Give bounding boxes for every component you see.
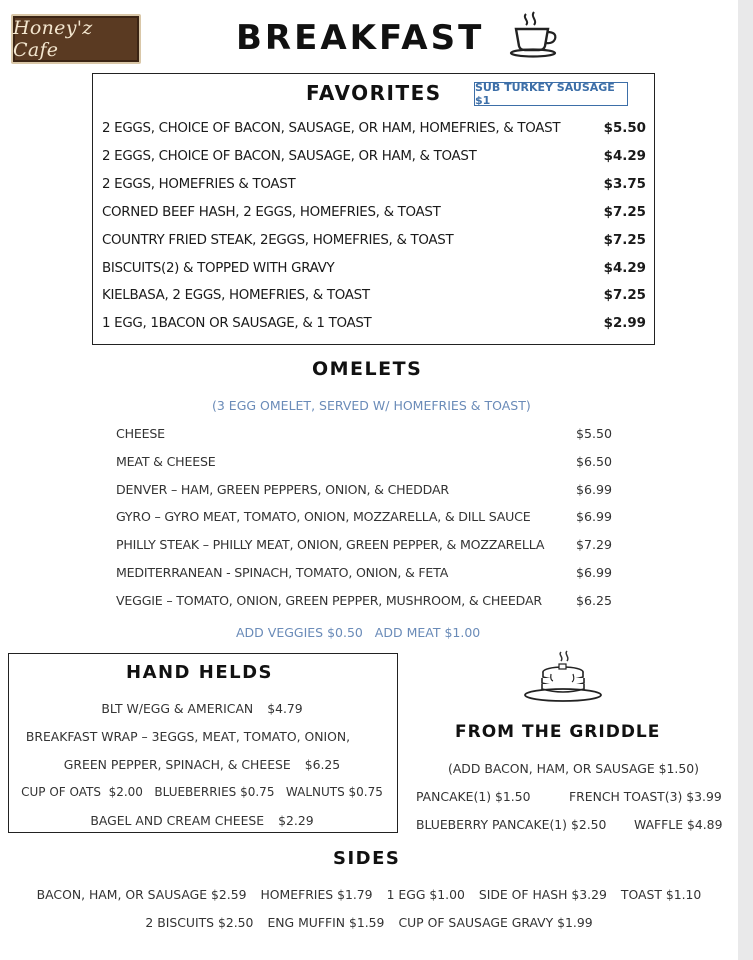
favorites-item: [102, 316, 646, 336]
item-price: $5.50: [576, 426, 613, 441]
item-price: $6.99: [576, 565, 613, 580]
favorites-item: [102, 233, 646, 253]
hand-helds-heading: HAND HELDS: [126, 662, 274, 683]
griddle-note: (ADD BACON, HAM, OR SAUSAGE $1.50): [448, 761, 699, 776]
griddle-item: PANCAKE(1) $1.50: [416, 789, 531, 804]
coffee-cup-icon: [508, 10, 562, 58]
item-price: $7.29: [576, 537, 613, 552]
item-name: CHEESE: [116, 426, 165, 441]
omelet-item: [116, 565, 612, 585]
favorites-item: [102, 261, 646, 281]
logo-text: Honey'z Cafe: [13, 17, 93, 61]
favorites-item: [102, 205, 646, 225]
item-name: GYRO – GYRO MEAT, TOMATO, ONION, MOZZARELLA, & DILL SAUCE: [116, 509, 531, 524]
side-item: 2 BISCUITS $2.50: [145, 915, 254, 930]
item-name: GREEN PEPPER, SPINACH, & CHEESE: [63, 757, 291, 772]
side-item: ENG MUFFIN $1.59: [267, 915, 385, 930]
favorites-item: [102, 288, 646, 308]
pancake-stack-icon: [523, 650, 603, 712]
item-name: CORNED BEEF HASH, 2 EGGS, HOMEFRIES, & TOAST: [102, 205, 441, 220]
item-name: 2 EGGS, CHOICE OF BACON, SAUSAGE, OR HAM, & TOAST: [102, 149, 477, 164]
item-name: DENVER – HAM, GREEN PEPPERS, ONION, & CHEDDAR: [116, 482, 449, 497]
item-price: $5.50: [603, 121, 646, 136]
sides-line-1: [0, 887, 738, 902]
sides-heading: SIDES: [333, 848, 401, 869]
item-price: $4.29: [603, 149, 646, 164]
side-item: HOMEFRIES $1.79: [260, 887, 373, 902]
omelet-item: [116, 426, 612, 446]
omelet-item: [116, 593, 612, 613]
hand-held-item: BREAKFAST WRAP – 3EGGS, MEAT, TOMATO, ONION,: [25, 729, 351, 744]
item-name: VEGGIE – TOMATO, ONION, GREEN PEPPER, MUSHROOM, & CHEEDAR: [116, 593, 542, 608]
side-item: 1 EGG $1.00: [386, 887, 465, 902]
griddle-item: WAFFLE $4.89: [634, 817, 723, 832]
cafe-logo: [11, 14, 141, 64]
griddle-heading: FROM THE GRIDDLE: [455, 722, 661, 742]
favorites-item: [102, 121, 646, 141]
item-price: $7.25: [603, 288, 646, 303]
item-price: $7.25: [603, 233, 646, 248]
item-price: $6.25: [576, 593, 613, 608]
item-price: $6.25: [304, 757, 341, 772]
item-name: MEAT & CHEESE: [116, 454, 216, 469]
omelet-item: [116, 454, 612, 474]
griddle-item: BLUEBERRY PANCAKE(1) $2.50: [416, 817, 607, 832]
side-item: SIDE OF HASH $3.29: [478, 887, 607, 902]
item-price: $2.99: [603, 316, 646, 331]
favorites-item: [102, 149, 646, 169]
item-name: MEDITERRANEAN - SPINACH, TOMATO, ONION, & FETA: [116, 565, 449, 580]
sub-turkey-sausage-badge: SUB TURKEY SAUSAGE $1: [474, 82, 628, 106]
griddle-item: FRENCH TOAST(3) $3.99: [569, 789, 722, 804]
item-name: PHILLY STEAK – PHILLY MEAT, ONION, GREEN PEPPER, & MOZZARELLA: [116, 537, 545, 552]
item-name: 2 EGGS, HOMEFRIES & TOAST: [102, 177, 296, 192]
item-name: BISCUITS(2) & TOPPED WITH GRAVY: [102, 261, 335, 276]
sides-line-2: [0, 915, 738, 930]
omelet-item: [116, 537, 612, 557]
item-name: 2 EGGS, CHOICE OF BACON, SAUSAGE, OR HAM, HOMEFRIES, & TOAST: [102, 121, 561, 136]
omelet-item: [116, 482, 612, 502]
item-name: 1 EGG, 1BACON OR SAUSAGE, & 1 TOAST: [102, 316, 372, 331]
side-item: TOAST $1.10: [620, 887, 702, 902]
page-edge-strip: [738, 0, 753, 960]
item-price: $6.99: [576, 482, 613, 497]
omelets-addons: ADD VEGGIES $0.50 ADD MEAT $1.00: [236, 625, 481, 640]
favorites-heading: FAVORITES: [306, 81, 442, 105]
item-name: BAGEL AND CREAM CHEESE: [90, 813, 265, 828]
side-item: CUP OF SAUSAGE GRAVY $1.99: [398, 915, 593, 930]
item-name: COUNTRY FRIED STEAK, 2EGGS, HOMEFRIES, & TOAST: [102, 233, 454, 248]
item-name: KIELBASA, 2 EGGS, HOMEFRIES, & TOAST: [102, 288, 370, 303]
item-price: $2.29: [278, 813, 314, 828]
item-price: $3.75: [603, 177, 646, 192]
item-price: $4.79: [267, 701, 303, 716]
item-price: $6.50: [576, 454, 613, 469]
omelets-heading: OMELETS: [312, 358, 423, 380]
hand-held-item: CUP OF OATS $2.00 BLUEBERRIES $0.75 WALNUTS $0.75: [21, 785, 383, 799]
item-name: BLT W/EGG & AMERICAN: [101, 701, 254, 716]
omelets-note: (3 EGG OMELET, SERVED W/ HOMEFRIES & TOAST): [212, 398, 531, 413]
hand-held-item: [8, 813, 396, 828]
hand-held-item: [8, 757, 396, 772]
hand-held-item: [8, 701, 396, 716]
item-price: $4.29: [603, 261, 646, 276]
item-price: $7.25: [603, 205, 646, 220]
omelet-item: [116, 509, 612, 529]
item-price: $6.99: [576, 509, 613, 524]
side-item: BACON, HAM, OR SAUSAGE $2.59: [36, 887, 247, 902]
favorites-item: [102, 177, 646, 197]
page-title: BREAKFAST: [236, 18, 485, 58]
